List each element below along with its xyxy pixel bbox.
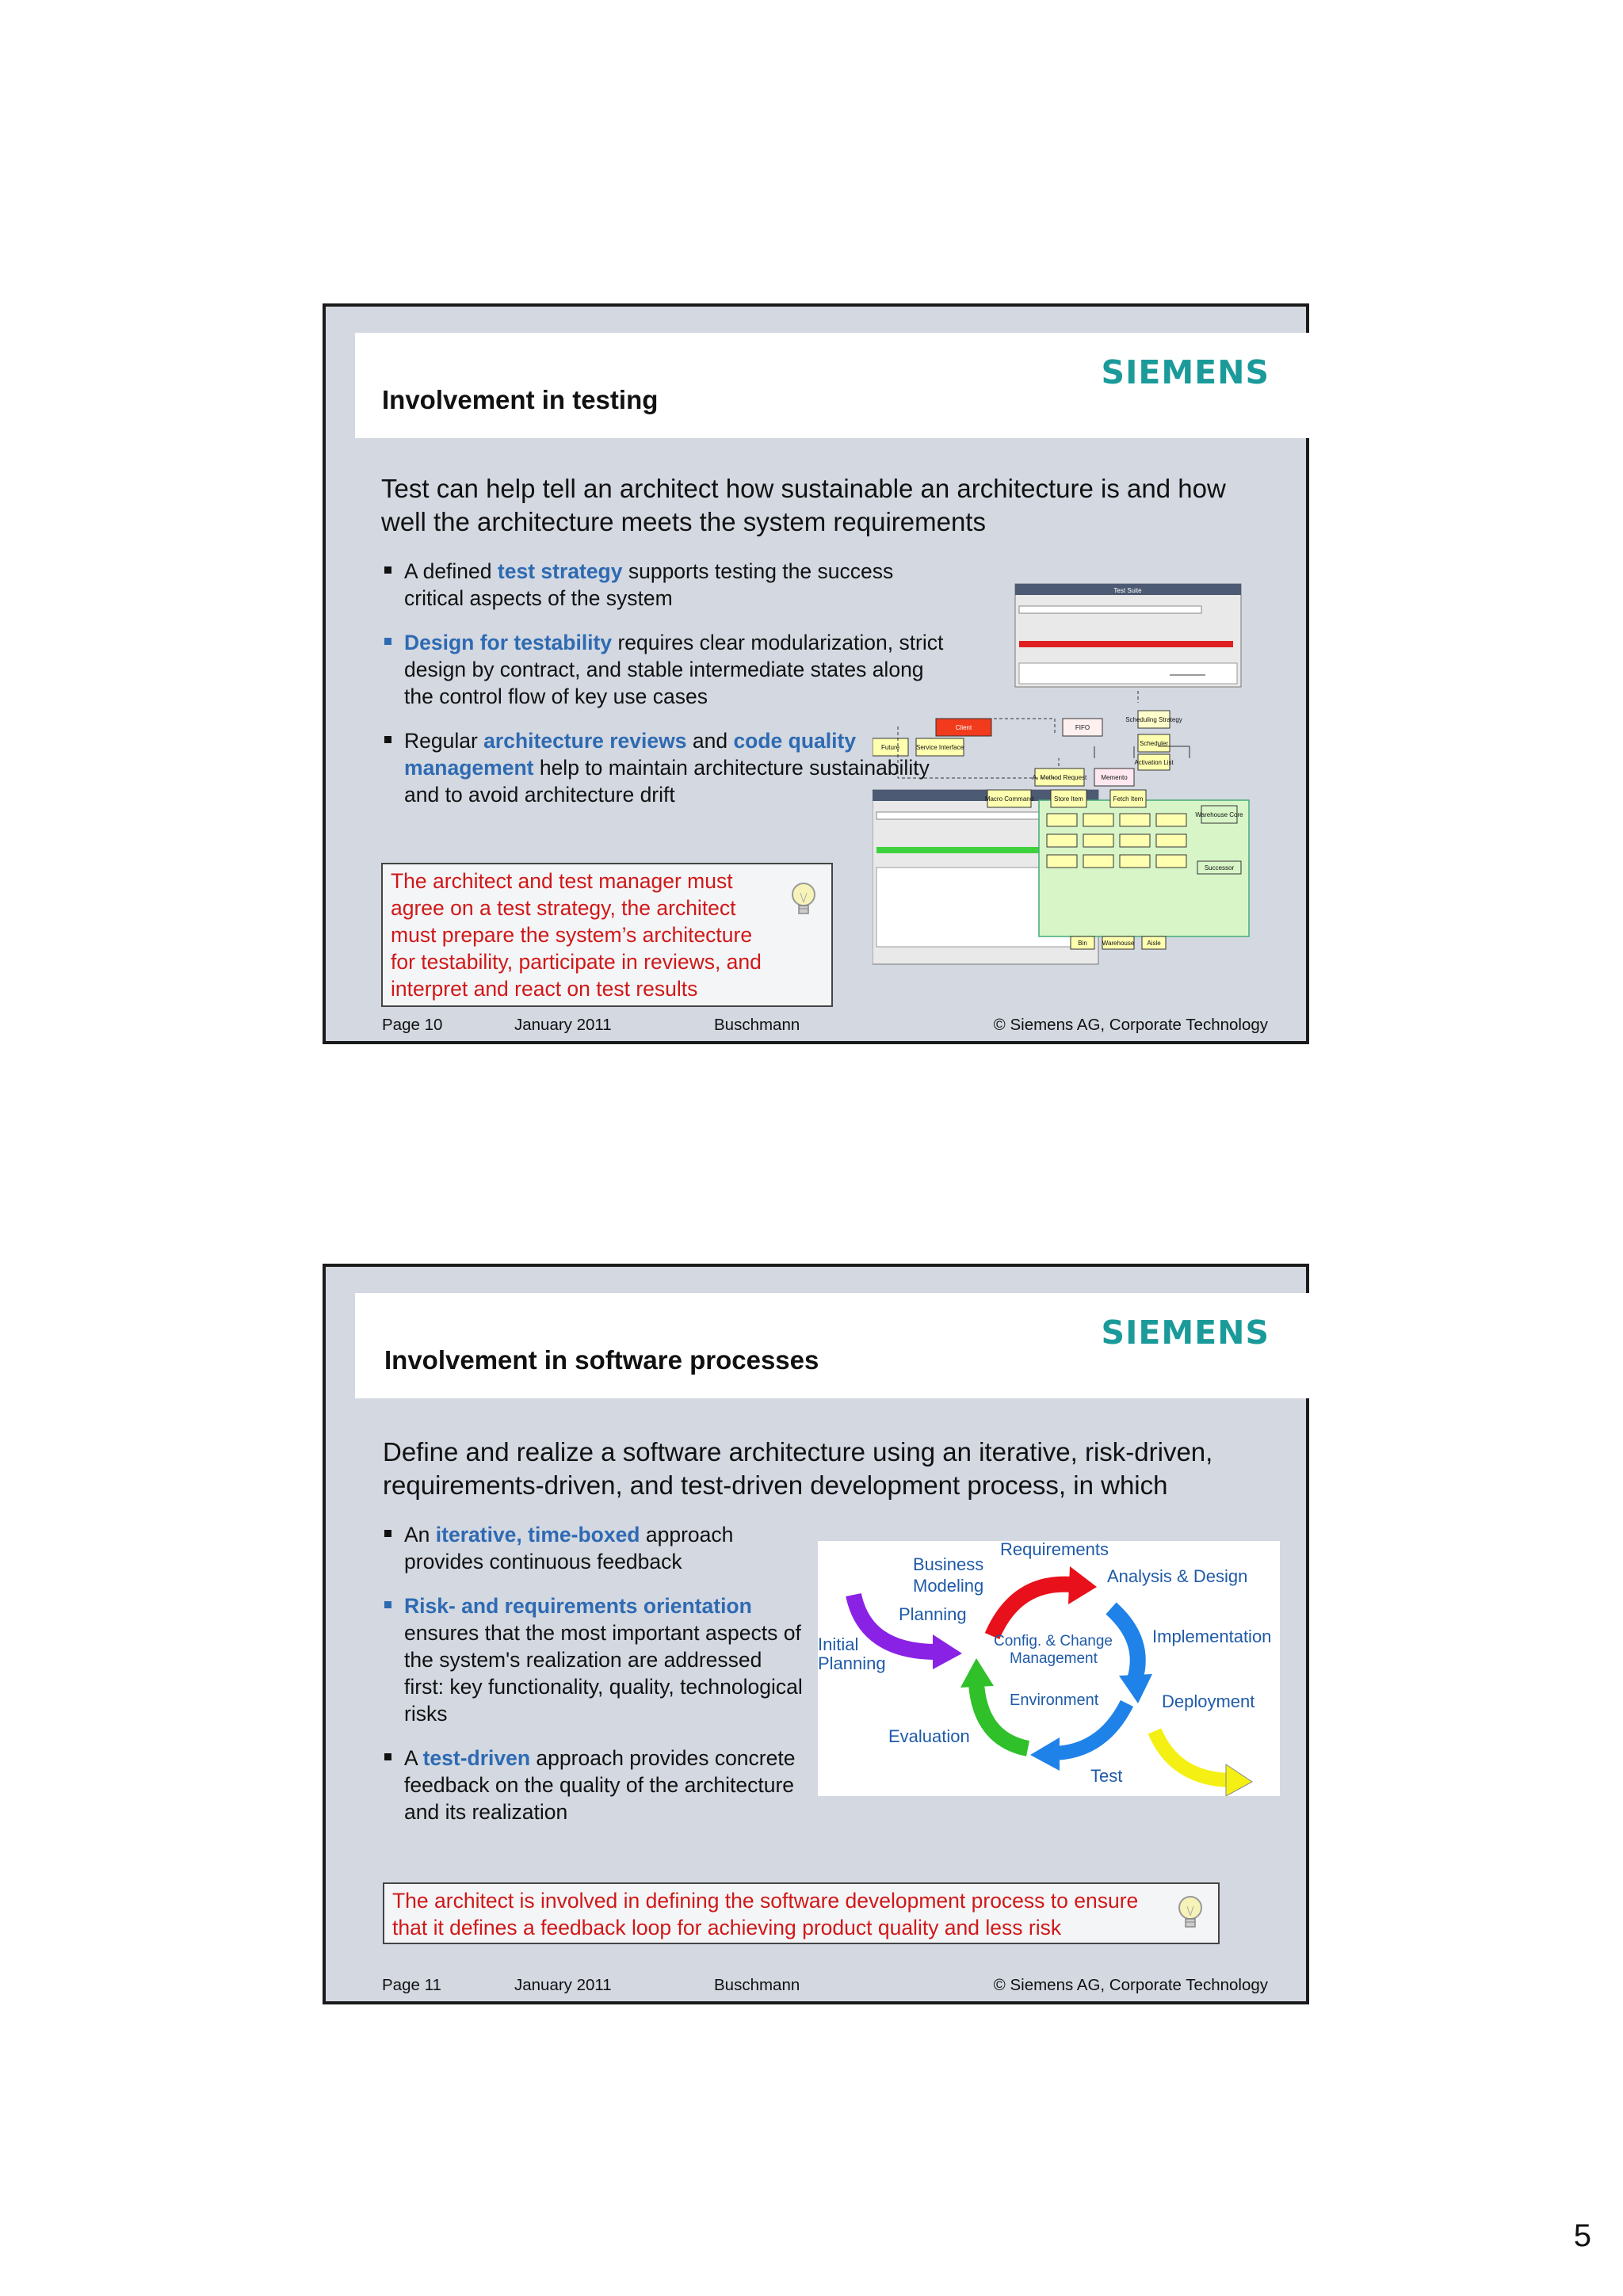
uml-class-label: Store Item	[1054, 795, 1083, 803]
bullet-item: Regular architecture reviews and code quality management help to maintain architecture sustainability and to avoid architecture drift	[383, 727, 953, 808]
highlight-term: architecture reviews	[483, 729, 687, 753]
siemens-logo: SIEMENS	[1101, 353, 1270, 391]
note-text: The architect and test manager must agree on a test strategy, the architect must prepare the system’s architecture for testability, participate in reviews, and interpret and react on test results	[391, 869, 762, 1001]
bullet-item: Design for testability requires clear modularization, strict design by contract, and stable intermediate states along the control flow of key use cases	[383, 629, 953, 710]
uml-class-label: Scheduler	[1139, 740, 1169, 747]
uml-class-label: Scheduling Strategy	[1125, 716, 1182, 723]
label-test: Test	[1090, 1766, 1123, 1786]
highlight-term: test strategy	[497, 559, 623, 583]
uml-mini-class	[1156, 814, 1186, 826]
bullet-item: Risk- and requirements orientation ensures that the most important aspects of the system's realization are addressed first: key functionality, quality, technological risks	[383, 1592, 803, 1727]
footer-copyright: © Siemens AG, Corporate Technology	[993, 1016, 1268, 1034]
bullet-marker	[384, 638, 391, 645]
lightbulb-icon	[789, 880, 819, 920]
uml-mini-class	[1047, 814, 1077, 826]
arrow-head-green	[960, 1658, 994, 1688]
window-title: Test Suite	[1113, 587, 1142, 594]
label-business-line1: Business	[913, 1554, 984, 1574]
uml-class-label: Aisle	[1147, 940, 1161, 947]
footer-author: Buschmann	[714, 1976, 800, 1994]
label-deployment: Deployment	[1162, 1691, 1255, 1711]
uml-class-label: Client	[955, 724, 972, 731]
label-config-line1: Config. & Change	[994, 1633, 1113, 1650]
arrow-head-red	[1068, 1566, 1097, 1604]
uml-class-label: Macro Command	[984, 795, 1034, 803]
uml-mini-class	[1120, 855, 1150, 868]
label-environment: Environment	[1010, 1691, 1099, 1709]
uml-class-label: Future	[880, 744, 900, 751]
label-config-line2: Management	[1010, 1650, 1098, 1667]
slide-processes	[323, 1264, 1309, 2004]
uml-class-label: Warehouse	[1102, 940, 1135, 947]
uml-mini-class	[1083, 834, 1113, 847]
process-cycle-diagram	[818, 1541, 1280, 1796]
bullet-item: An iterative, time-boxed approach provides continuous feedback	[383, 1521, 803, 1575]
uml-class-label: Memento	[1101, 774, 1128, 781]
slide-testing	[323, 303, 1309, 1044]
note-box	[381, 863, 833, 1007]
uml-class-label: Service Interface	[915, 744, 964, 751]
slide-title: Involvement in testing	[382, 385, 659, 414]
uml-mini-class	[1156, 834, 1186, 847]
bullet-marker	[384, 1530, 391, 1537]
uml-mini-class	[1083, 814, 1113, 826]
uml-mini-class	[1120, 834, 1150, 847]
lead-text: Test can help tell an architect how sustainable an architecture is and how well the architecture meets the system requirements	[381, 474, 1226, 536]
footer-page: Page 11	[382, 1976, 441, 1994]
label-requirements: Requirements	[1000, 1541, 1109, 1559]
footer-date: January 2011	[514, 1016, 612, 1034]
slide-header	[355, 333, 1309, 438]
uml-mini-class	[1120, 814, 1150, 826]
bullet-item: A defined test strategy supports testing the success critical aspects of the system	[383, 558, 953, 612]
footer-copyright: © Siemens AG, Corporate Technology	[993, 1976, 1268, 1994]
page-number: 5	[1573, 2218, 1591, 2253]
siemens-logo: SIEMENS	[1101, 1314, 1270, 1352]
label-business-line2: Modeling	[913, 1576, 984, 1596]
highlight-term: Design for testability	[404, 631, 613, 654]
bullet-marker	[384, 1753, 391, 1760]
arrow-head-purple	[933, 1634, 962, 1669]
highlight-term: Risk- and requirements orientation	[404, 1594, 752, 1618]
highlight-term: code quality management	[404, 729, 857, 780]
uml-class-label: Fetch Item	[1113, 795, 1144, 803]
bullet-list	[383, 558, 953, 826]
uml-class-label: Bin	[1078, 940, 1087, 947]
uml-class-label: Warehouse Core	[1195, 811, 1243, 818]
uml-mini-class	[1047, 834, 1077, 847]
arrow-yellow	[1155, 1731, 1230, 1780]
highlight-term: test-driven	[422, 1746, 531, 1770]
arrow-head-cyan	[1030, 1737, 1060, 1771]
label-evaluation: Evaluation	[888, 1726, 970, 1746]
footer-author: Buschmann	[714, 1016, 800, 1034]
arrow-blue	[1111, 1608, 1138, 1680]
uml-class-label: Successor	[1204, 864, 1235, 871]
slide-title: Involvement in software processes	[384, 1345, 819, 1375]
label-analysis-design: Analysis & Design	[1107, 1566, 1248, 1586]
note-box	[383, 1882, 1220, 1944]
lightbulb-icon	[1175, 1894, 1205, 1933]
bullet-marker	[384, 566, 391, 574]
footer-date: January 2011	[514, 1976, 612, 1994]
label-initial-planning-line2: Planning	[818, 1653, 886, 1673]
label-planning: Planning	[899, 1604, 967, 1624]
arrow-red	[992, 1585, 1071, 1636]
bullet-item: A test-driven approach provides concrete feedback on the quality of the architecture and its realization	[383, 1745, 803, 1825]
uml-mini-class	[1156, 855, 1186, 868]
highlight-term: iterative, time-boxed	[435, 1523, 640, 1547]
bullet-list	[383, 1521, 803, 1843]
bullet-marker	[384, 1601, 391, 1608]
lead-text: Define and realize a software architecture using an iterative, risk-driven, requirements-driven, and test-driven development process, in which	[383, 1437, 1213, 1500]
test-design-diagram	[873, 576, 1285, 972]
uml-class-label: Activation List	[1134, 759, 1174, 766]
uml-class-label: FIFO	[1075, 724, 1090, 731]
label-initial-planning-line1: Initial	[818, 1634, 859, 1654]
slide-header	[355, 1293, 1309, 1398]
bullet-marker	[384, 736, 391, 743]
uml-class-label: A. Method Request	[1032, 774, 1087, 781]
note-text: The architect is involved in defining the software development process to ensure that it defines a feedback loop for achieving product quality and less risk	[392, 1889, 1139, 1939]
arrow-head-yellow	[1226, 1764, 1252, 1796]
footer-page: Page 10	[382, 1016, 443, 1034]
uml-mini-class	[1047, 855, 1077, 868]
label-implementation: Implementation	[1152, 1627, 1272, 1646]
arrow-cyan	[1056, 1703, 1127, 1753]
uml-mini-class	[1083, 855, 1113, 868]
arrow-head-blue	[1119, 1674, 1152, 1703]
